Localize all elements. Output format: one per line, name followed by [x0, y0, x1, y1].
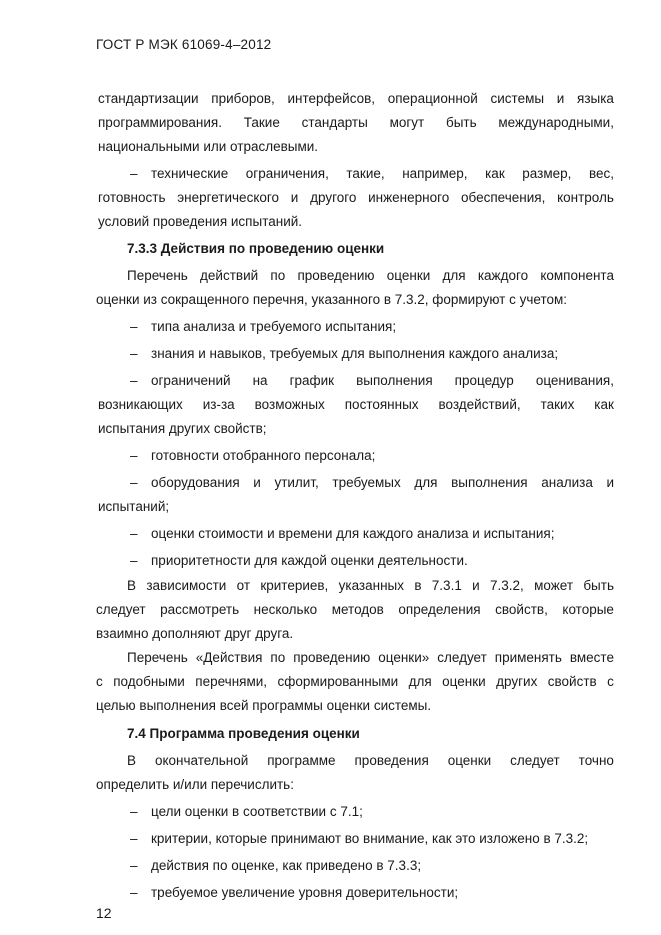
word: для: [414, 475, 438, 490]
paragraph-line: [127, 753, 614, 769]
dash-marker: –: [130, 166, 138, 181]
dash-marker: –: [130, 373, 138, 388]
word: зависимости: [146, 578, 227, 593]
word: несколько: [253, 602, 318, 617]
word: действий: [200, 268, 259, 283]
list-item: цели оценки в соответствии с 7.1;: [151, 804, 363, 819]
word: и: [290, 190, 299, 205]
word: программе: [267, 753, 336, 768]
list-item-line: [151, 475, 614, 491]
word: может: [534, 578, 574, 593]
word: как: [594, 397, 614, 412]
paragraph-line: определить и/или перечислить:: [96, 777, 294, 792]
list-item-line: [151, 373, 614, 389]
word: проведению: [293, 650, 371, 665]
list-item-line: [98, 397, 614, 413]
dash-marker: –: [130, 831, 138, 846]
word: следует: [96, 602, 146, 617]
paragraph-line: взаимно дополняют друг друга.: [96, 626, 294, 641]
word: контроль: [557, 190, 614, 205]
word: указанных: [338, 578, 404, 593]
dash-marker: –: [130, 804, 138, 819]
word: В: [127, 753, 137, 768]
word: ограничения,: [245, 166, 329, 181]
list-item: действия по оценке, как приведено в 7.3.3;: [151, 858, 422, 873]
word: от: [236, 578, 251, 593]
paragraph-line: [98, 115, 614, 131]
word: быть: [583, 578, 614, 593]
paragraph-line: целью выполнения всей программы оценки системы.: [96, 698, 432, 713]
dash-marker: –: [130, 448, 138, 463]
paragraph-line: [96, 602, 614, 618]
word: готовность: [98, 190, 166, 205]
page-number: 12: [96, 905, 112, 921]
paragraph-line: национальными или отраслевыми.: [98, 139, 319, 154]
word: и: [472, 578, 480, 593]
word: «Действия: [195, 650, 263, 665]
dash-marker: –: [130, 526, 138, 541]
word: как: [485, 166, 505, 181]
word: следует: [437, 650, 487, 665]
word: интерфейсов,: [287, 91, 376, 106]
word: энергетического: [177, 190, 280, 205]
dash-marker: –: [130, 346, 138, 361]
word: Перечень: [127, 268, 188, 283]
word: системы: [490, 91, 545, 106]
word: например,: [402, 166, 468, 181]
word: подобными: [113, 674, 185, 689]
word: могут: [389, 115, 425, 130]
word: международными,: [498, 115, 614, 130]
word: Такие: [243, 115, 280, 130]
word: стандартизации: [98, 91, 199, 106]
word: языка: [577, 91, 614, 106]
list-item: критерии, которые принимают во внимание, как это изложено в 7.3.2;: [151, 831, 589, 846]
list-item: оценки стоимости и времени для каждого анализа и испытания;: [151, 526, 555, 541]
word: такие,: [346, 166, 385, 181]
word: из-за: [202, 397, 235, 412]
word: обеспечения,: [461, 190, 546, 205]
list-item: приоритетности для каждой оценки деятельности.: [151, 553, 468, 568]
word: 7.3.2,: [490, 578, 524, 593]
word: 7.3.1: [431, 578, 462, 593]
word: оборудования: [151, 475, 240, 490]
word: инженерного: [368, 190, 450, 205]
dash-marker: –: [130, 885, 138, 900]
word: которые: [562, 602, 614, 617]
word: возможных: [254, 397, 325, 412]
word: операционной: [387, 91, 478, 106]
list-item-line: испытания других свойств;: [98, 421, 267, 436]
word: других: [496, 674, 538, 689]
paragraph-line: [98, 91, 614, 107]
word: требуемых: [332, 475, 401, 490]
word: окончательной: [154, 753, 249, 768]
section-heading-7-4: 7.4 Программа проведения оценки: [127, 726, 360, 741]
word: утилит,: [274, 475, 319, 490]
word: выполнения: [451, 475, 528, 490]
word: критериев,: [260, 578, 329, 593]
word: быть: [445, 115, 477, 130]
word: оценки: [447, 753, 492, 768]
list-item: типа анализа и требуемого испытания;: [151, 319, 397, 334]
word: постоянных: [344, 397, 419, 412]
word: и: [556, 91, 565, 106]
word: и: [606, 475, 614, 490]
dash-marker: –: [130, 858, 138, 873]
word: вместе: [569, 650, 614, 665]
word: выполнения: [356, 373, 433, 388]
word: свойств: [547, 674, 597, 689]
word: и: [253, 475, 261, 490]
section-heading-7-3-3: 7.3.3 Действия по проведению оценки: [127, 241, 385, 256]
list-item-line: [98, 190, 614, 206]
list-item-line: [151, 166, 614, 182]
word: по: [270, 650, 286, 665]
word: Перечень: [127, 650, 188, 665]
standard-header: ГОСТ Р МЭК 61069-4–2012: [96, 37, 272, 52]
word: оценивания,: [535, 373, 614, 388]
word: технические: [151, 166, 229, 181]
word: оценки»: [378, 650, 430, 665]
paragraph-line: оценки из сокращенного перечня, указанного в 7.3.2, формируют с учетом:: [96, 292, 568, 307]
paragraph-line: [127, 268, 614, 284]
word: на: [252, 373, 268, 388]
paragraph-line: [127, 578, 614, 594]
word: В: [127, 578, 137, 593]
word: ограничений: [151, 373, 231, 388]
list-item-line: испытаний;: [98, 499, 170, 514]
word: график: [289, 373, 335, 388]
word: стандарты: [301, 115, 368, 130]
word: воздействий,: [438, 397, 521, 412]
list-item: требуемое увеличение уровня доверительности;: [151, 885, 459, 900]
dash-marker: –: [130, 553, 138, 568]
word: оценки: [442, 674, 486, 689]
word: следует: [510, 753, 560, 768]
word: по: [270, 268, 286, 283]
word: определения: [398, 602, 481, 617]
word: процедур: [454, 373, 514, 388]
word: методов: [331, 602, 384, 617]
word: рассмотреть: [160, 602, 240, 617]
word: каждого: [477, 268, 529, 283]
paragraph-line: [96, 674, 614, 690]
word: сформированными: [277, 674, 399, 689]
word: размер,: [522, 166, 572, 181]
dash-marker: –: [130, 319, 138, 334]
word: с: [607, 674, 614, 689]
list-item: знания и навыков, требуемых для выполнения каждого анализа;: [151, 346, 559, 361]
word: таких: [540, 397, 575, 412]
word: в: [414, 578, 422, 593]
word: анализа: [541, 475, 593, 490]
word: другого: [310, 190, 357, 205]
word: приборов,: [211, 91, 275, 106]
dash-marker: –: [130, 475, 138, 490]
word: компонента: [540, 268, 614, 283]
word: перечнями,: [195, 674, 268, 689]
word: с: [96, 674, 103, 689]
word: оценки: [386, 268, 431, 283]
list-item-line: условий проведения испытаний.: [98, 214, 303, 229]
word: для: [442, 268, 466, 283]
word: свойств,: [495, 602, 548, 617]
word: программирования.: [98, 115, 222, 130]
word: применять: [494, 650, 562, 665]
list-item: готовности отобранного персонала;: [151, 448, 376, 463]
word: проведению: [297, 268, 375, 283]
paragraph-line: [127, 650, 614, 666]
word: точно: [578, 753, 614, 768]
word: проведения: [354, 753, 429, 768]
word: возникающих: [98, 397, 183, 412]
word: для: [408, 674, 432, 689]
word: вес,: [588, 166, 614, 181]
